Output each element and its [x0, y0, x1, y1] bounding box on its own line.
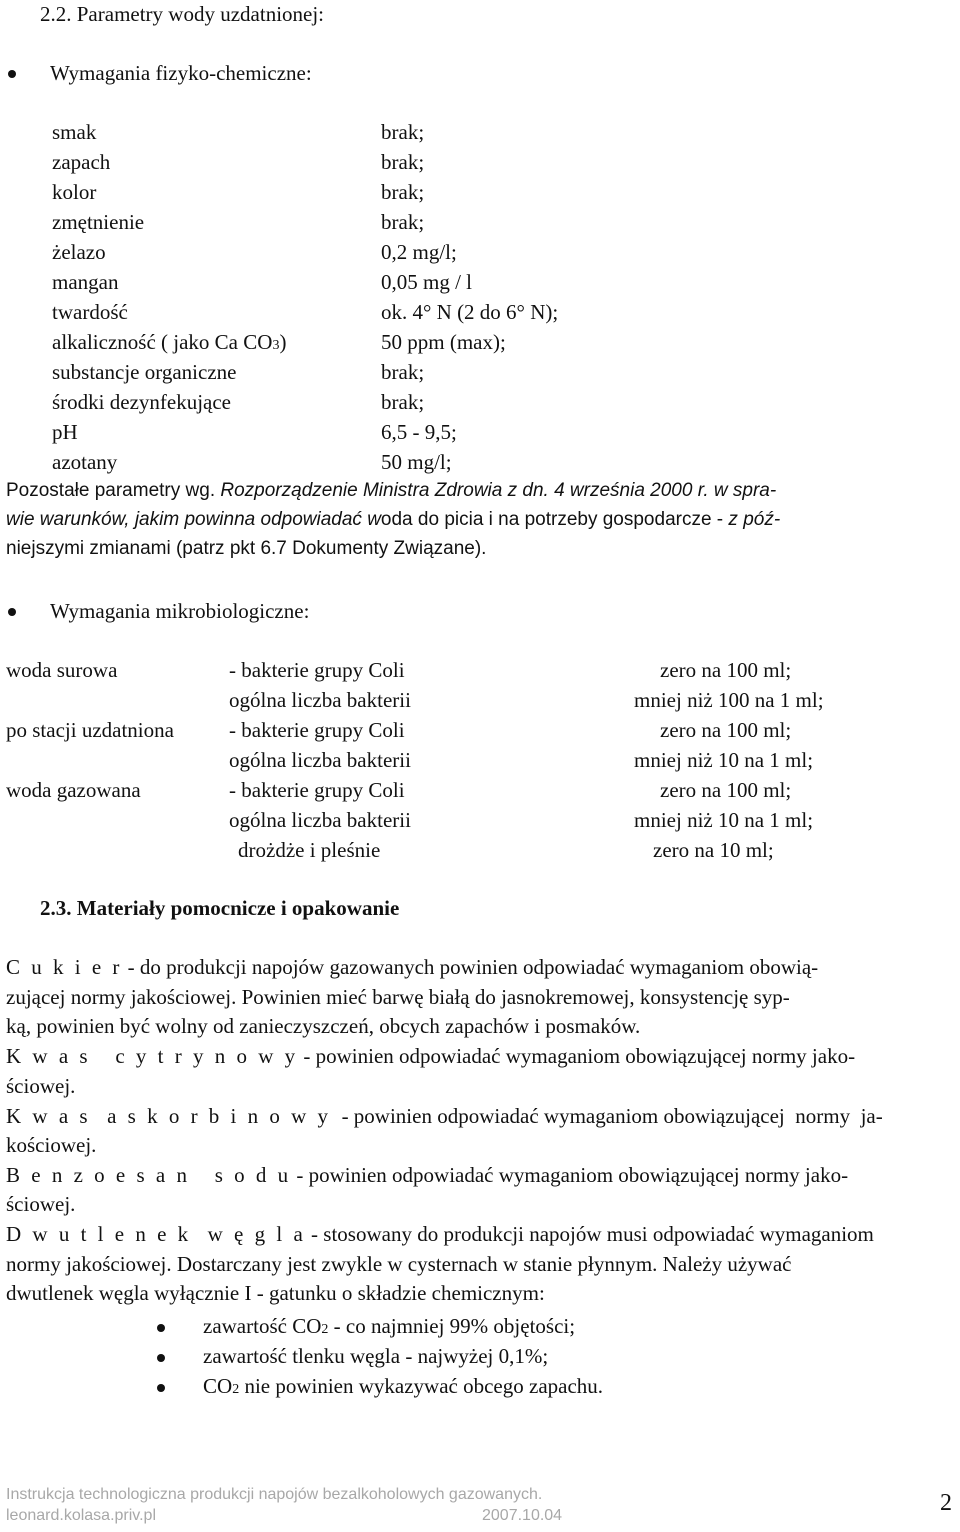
bullet-icon	[8, 608, 16, 616]
page-number: 2	[940, 1490, 952, 1516]
param-name: kolor	[52, 180, 97, 204]
param-name: mangan	[52, 270, 119, 294]
param-value: brak;	[381, 150, 425, 174]
text-line: ściowej.	[6, 1074, 76, 1098]
list-item: zawartość tlenku węgla - najwyżej 0,1%;	[203, 1344, 549, 1368]
micro-param: ogólna liczba bakterii	[229, 688, 411, 712]
param-name: pH	[52, 420, 78, 444]
param-name: żelazo	[52, 240, 106, 264]
micro-limit: zero na 10 ml;	[653, 838, 774, 862]
param-name: substancje organiczne	[52, 360, 237, 384]
param-value: brak;	[381, 180, 425, 204]
param-value: brak;	[381, 390, 425, 414]
micro-param: - bakterie grupy Coli	[229, 718, 405, 742]
micro-param: drożdże i pleśnie	[238, 838, 381, 862]
footer-date: 2007.10.04	[482, 1507, 563, 1524]
param-name: środki dezynfekujące	[52, 390, 232, 414]
water-source: po stacji uzdatniona	[6, 718, 174, 742]
param-name: azotany	[52, 450, 118, 474]
param-value: brak;	[381, 210, 425, 234]
param-name: smak	[52, 120, 97, 144]
text-line: zującej normy jakościowej. Powinien mieć barwę białą do jasnokremowej, konsystencję syp-	[6, 985, 790, 1009]
material-dwutlenek-wegla: D w u t l e n e k w ę g l a - stosowany do produkcji napojów musi odpowiadać wymaganiom	[6, 1222, 874, 1246]
param-value: 50 mg/l;	[381, 450, 452, 474]
text-line: normy jakościowej. Dostarczany jest zwykle w cysternach w stanie płynnym. Należy używać	[6, 1252, 792, 1276]
text-line: ściowej.	[6, 1192, 76, 1216]
bullet-icon	[8, 70, 16, 78]
micro-limit: zero na 100 ml;	[660, 718, 792, 742]
bullet-icon	[157, 1324, 165, 1332]
param-name: zmętnienie	[52, 210, 145, 234]
footer-site: leonard.kolasa.priv.pl	[6, 1507, 157, 1524]
list-item: zawartość CO2 - co najmniej 99% objętości;	[203, 1314, 576, 1338]
material-cukier: C u k i e r - do produkcji napojów gazowanych powinien odpowiadać wymaganiom obowią-	[6, 955, 819, 979]
water-source: woda surowa	[6, 658, 118, 682]
text-line: ką, powinien być wolny od zanieczyszczeń, obcych zapachów i posmaków.	[6, 1014, 641, 1038]
param-value: 50 ppm (max);	[381, 330, 506, 354]
param-value: 0,2 mg/l;	[381, 240, 457, 264]
subsection-title-mikro: Wymagania mikrobiologiczne:	[50, 599, 310, 623]
bullet-icon	[157, 1384, 165, 1392]
subsection-title-fizyko: Wymagania fizyko-chemiczne:	[50, 61, 312, 85]
micro-param: ogólna liczba bakterii	[229, 748, 411, 772]
micro-limit: mniej niż 10 na 1 ml;	[634, 748, 814, 772]
section-heading-2-3: 2.3. Materiały pomocnicze i opakowanie	[40, 896, 400, 920]
bullet-icon	[157, 1354, 165, 1362]
micro-limit: zero na 100 ml;	[660, 778, 792, 802]
param-value: 6,5 - 9,5;	[381, 420, 457, 444]
material-benzoesan-sodu: B e n z o e s a n s o d u - powinien odpowiadać wymaganiom obowiązującej normy jako-	[6, 1163, 849, 1187]
param-name: alkaliczność ( jako Ca CO3)	[52, 330, 287, 354]
param-value: brak;	[381, 120, 425, 144]
note-line: Pozostałe parametry wg. Rozporządzenie Ministra Zdrowia z dn. 4 września 2000 r. w spra-	[6, 480, 777, 501]
micro-limit: zero na 100 ml;	[660, 658, 792, 682]
micro-limit: mniej niż 10 na 1 ml;	[634, 808, 814, 832]
micro-param: - bakterie grupy Coli	[229, 778, 405, 802]
material-kwas-askorbinowy: K w a s a s k o r b i n o w y - powinien odpowiadać wymaganiom obowiązującej normy ja-	[6, 1104, 883, 1128]
water-source: woda gazowana	[6, 778, 141, 802]
micro-param: ogólna liczba bakterii	[229, 808, 411, 832]
param-name: zapach	[52, 150, 111, 174]
param-value: 0,05 mg / l	[381, 270, 473, 294]
material-kwas-cytrynowy: K w a s c y t r y n o w y - powinien odpowiadać wymaganiom obowiązującej normy jako-	[6, 1044, 856, 1068]
param-name: twardość	[52, 300, 128, 324]
section-heading-2-2: 2.2. Parametry wody uzdatnionej:	[40, 2, 325, 26]
text-line: kościowej.	[6, 1133, 97, 1157]
note-line: wie warunków, jakim powinna odpowiadać woda do picia i na potrzeby gospodarcze - z póź-	[6, 509, 781, 530]
micro-param: - bakterie grupy Coli	[229, 658, 405, 682]
param-value: brak;	[381, 360, 425, 384]
footer-title: Instrukcja technologiczna produkcji napojów bezalkoholowych gazowanych.	[6, 1486, 543, 1503]
param-value: ok. 4° N (2 do 6° N);	[381, 300, 559, 324]
list-item: CO2 nie powinien wykazywać obcego zapachu.	[203, 1374, 604, 1398]
micro-limit: mniej niż 100 na 1 ml;	[634, 688, 824, 712]
text-line: dwutlenek węgla wyłącznie I - gatunku o składzie chemicznym:	[6, 1281, 545, 1305]
note-line: niejszymi zmianami (patrz pkt 6.7 Dokumenty Związane).	[6, 538, 487, 559]
